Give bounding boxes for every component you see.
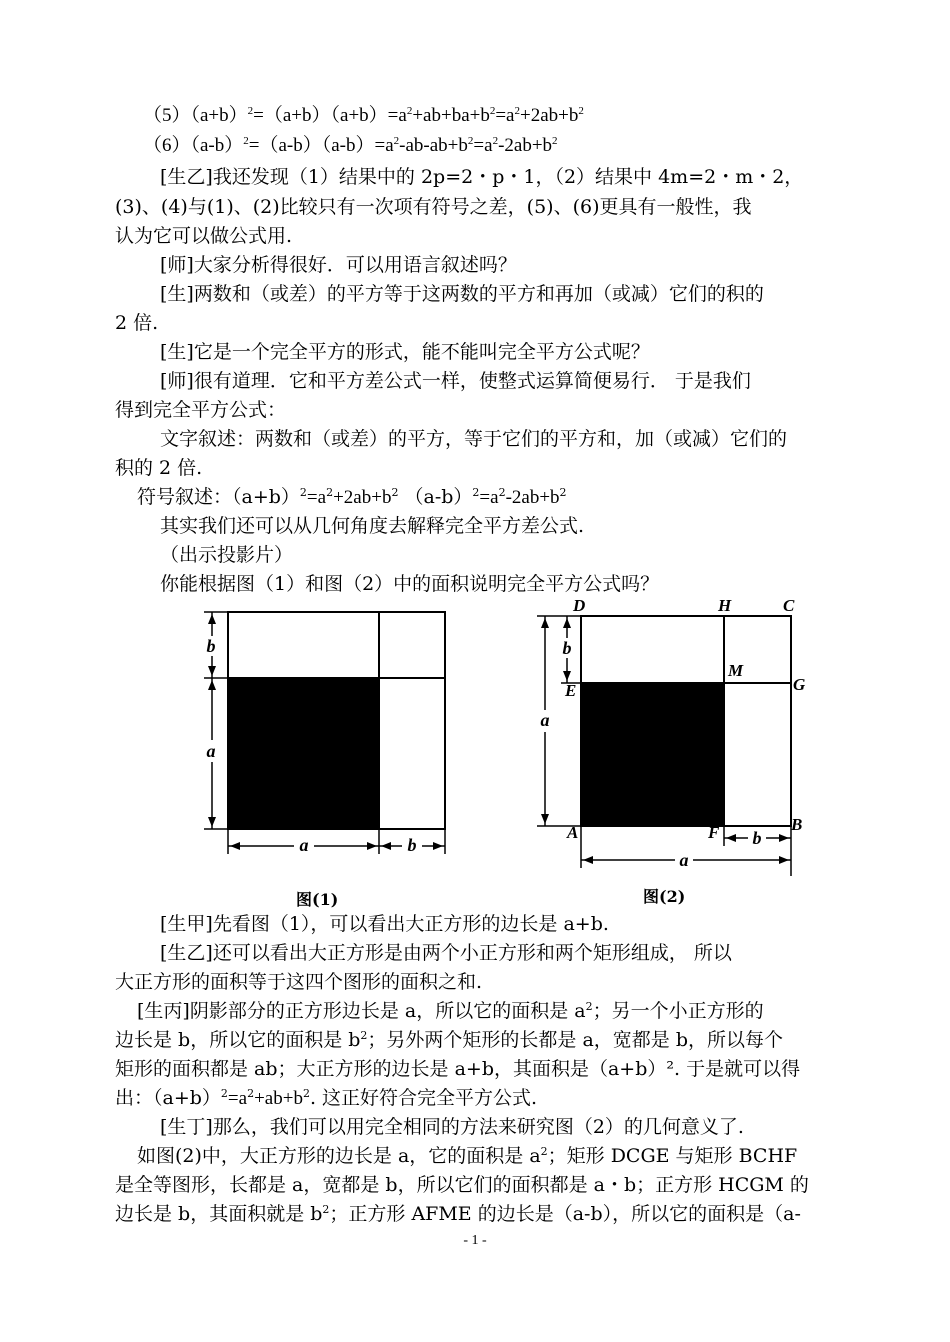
text-part: ；正方形 AFME 的边长是（a-b），所以它的面积是（a- bbox=[329, 1203, 801, 1225]
eq6-part: =a bbox=[473, 135, 493, 156]
fig2-arrow bbox=[779, 834, 789, 842]
text-part: ；矩形 DCGE 与矩形 BCHF bbox=[547, 1145, 798, 1167]
eq5-part: +ab+ba+b bbox=[412, 105, 490, 126]
eq5-sup: 2 bbox=[406, 105, 413, 117]
eq6-sup: 2 bbox=[243, 135, 249, 147]
sym-part: +2ab+b bbox=[333, 487, 392, 508]
paragraph-line: 其实我们还可以从几何角度去解释完全平方差公式. bbox=[160, 515, 585, 537]
eq6-sup: 2 bbox=[467, 135, 474, 147]
figure-1 bbox=[190, 600, 460, 860]
fig1-arrow bbox=[433, 842, 443, 850]
symbol-statement bbox=[137, 485, 567, 510]
eq6-part: （6）（a-b） bbox=[143, 135, 244, 156]
text-sup: 2 bbox=[220, 1087, 228, 1100]
figure-2-caption: 图(2) bbox=[643, 887, 686, 906]
paragraph-line: (3)、(4)与(1)、(2)比较只有一次项有符号之差，(5)、(6)更具有一般性，我 bbox=[115, 196, 752, 218]
fig2-shaded-square bbox=[581, 683, 724, 826]
fig1-label-b-vertical: b bbox=[206, 636, 216, 656]
eq5-sup: 2 bbox=[514, 105, 520, 117]
eq5-sup: 2 bbox=[489, 105, 496, 117]
fig2-arrow bbox=[563, 618, 571, 628]
fig1-label-a-vertical: a bbox=[206, 741, 216, 761]
fig2-arrow bbox=[726, 834, 736, 842]
sym-sup: 2 bbox=[472, 486, 480, 499]
equation-6 bbox=[143, 134, 558, 158]
sym-sup: 2 bbox=[299, 486, 307, 499]
paragraph-line: [生丁]那么，我们可以用完全相同的方法来研究图（2）的几何意义了. bbox=[160, 1116, 744, 1138]
paragraph-line bbox=[115, 1202, 801, 1226]
figure-2 bbox=[525, 594, 815, 884]
text-sup: 2 bbox=[585, 1000, 593, 1013]
paragraph-line: 矩形的面积都是 ab；大正方形的边长是 a+b，其面积是（a+b）². 于是就可以得 bbox=[115, 1058, 801, 1080]
eq5-part: =（a+b）（a+b）=a bbox=[253, 105, 407, 126]
paragraph-line: [师]很有道理．它和平方差公式一样，使整式运算简便易行． 于是我们 bbox=[160, 370, 751, 392]
sym-part: =a bbox=[479, 487, 499, 508]
text-part: 如图(2)中，大正方形的边长是 a，它的面积是 a bbox=[137, 1145, 541, 1167]
fig1-arrow bbox=[208, 817, 216, 827]
text-part: . 这正好符合完全平方公式. bbox=[309, 1087, 538, 1109]
paragraph-line: [生]两数和（或差）的平方等于这两数的平方和再加（或减）它们的积的 bbox=[160, 283, 764, 305]
page-number: - 1 - bbox=[463, 1233, 487, 1248]
text-part: ；另一个小正方形的 bbox=[592, 1000, 764, 1022]
fig2-arrow bbox=[779, 856, 789, 864]
fig2-point-h: H bbox=[718, 596, 732, 615]
text-part: =a bbox=[227, 1088, 248, 1109]
sym-part: =a bbox=[306, 487, 327, 508]
fig2-label-a-vertical: a bbox=[540, 710, 550, 730]
paragraph-line: 大正方形的面积等于这四个图形的面积之和. bbox=[115, 971, 483, 993]
figure-1-caption: 图(1) bbox=[296, 890, 339, 909]
fig2-label-b-horizontal: b bbox=[752, 828, 762, 848]
sym-sup: 2 bbox=[391, 486, 399, 499]
text-sup: 2 bbox=[322, 1203, 330, 1216]
fig2-arrow bbox=[583, 856, 593, 864]
fig2-point-a: A bbox=[567, 823, 579, 842]
text-part: ；另外两个矩形的长都是 a，宽都是 b，所以每个 bbox=[367, 1029, 783, 1051]
eq6-part: =（a-b）（a-b）=a bbox=[248, 135, 394, 156]
paragraph-line: 积的 2 倍. bbox=[115, 457, 203, 479]
paragraph-line: 文字叙述：两数和（或差）的平方，等于它们的平方和，加（或减）它们的 bbox=[160, 428, 788, 450]
sym-sup: 2 bbox=[559, 486, 567, 499]
fig2-point-d: D bbox=[573, 596, 586, 615]
text-part: [生丙]阴影部分的正方形边长是 a，所以它的面积是 a bbox=[137, 1000, 586, 1022]
eq6-part: -2ab+b bbox=[498, 135, 553, 156]
text-part: 出：（a+b） bbox=[115, 1087, 221, 1109]
fig1-label-b-horizontal: b bbox=[407, 835, 417, 855]
fig2-point-b: B bbox=[791, 815, 803, 834]
eq6-sup: 2 bbox=[393, 135, 400, 147]
fig1-arrow bbox=[208, 614, 216, 624]
text-sup: 2 bbox=[540, 1145, 548, 1158]
paragraph-line bbox=[137, 1144, 797, 1168]
fig2-label-a-horizontal: a bbox=[679, 850, 689, 870]
sym-part: （a-b） bbox=[398, 486, 473, 508]
paragraph-line: 得到完全平方公式： bbox=[115, 399, 287, 421]
paragraph-line: 2 倍. bbox=[115, 312, 159, 334]
text-part: 边长是 b，所以它的面积是 b bbox=[115, 1029, 361, 1051]
sym-sup: 2 bbox=[498, 486, 506, 499]
fig1-arrow bbox=[230, 842, 240, 850]
paragraph-line: [生]它是一个完全平方的形式，能不能叫完全平方公式呢？ bbox=[160, 341, 650, 363]
paragraph-line: [生乙]还可以看出大正方形是由两个小正方形和两个矩形组成， 所以 bbox=[160, 942, 732, 964]
eq5-sup: 2 bbox=[578, 105, 584, 117]
sym-part: -2ab+b bbox=[505, 487, 560, 508]
paragraph-line: （出示投影片） bbox=[160, 544, 294, 566]
text-sup: 2 bbox=[360, 1029, 368, 1042]
fig1-arrow bbox=[367, 842, 377, 850]
fig1-label-a-horizontal: a bbox=[299, 835, 309, 855]
paragraph-line: [生乙]我还发现（1）结果中的 2p=2・p・1，（2）结果中 4m=2・m・2， bbox=[160, 166, 804, 188]
sym-sup: 2 bbox=[326, 486, 334, 499]
fig2-arrow bbox=[563, 671, 571, 681]
fig1-arrow bbox=[208, 680, 216, 690]
paragraph-line bbox=[115, 1028, 783, 1052]
paragraph-line: 认为它可以做公式用. bbox=[115, 225, 293, 247]
sym-part: 符号叙述：（a+b） bbox=[137, 486, 300, 508]
text-part: 边长是 b，其面积就是 b bbox=[115, 1203, 323, 1225]
text-sup: 2 bbox=[302, 1087, 310, 1100]
fig2-point-m: M bbox=[728, 661, 744, 680]
text-sup: 2 bbox=[247, 1087, 255, 1100]
fig1-shaded-square bbox=[228, 678, 379, 829]
eq6-sup: 2 bbox=[492, 135, 499, 147]
eq5-sup: 2 bbox=[247, 105, 254, 117]
eq5-part: =a bbox=[495, 105, 515, 126]
fig2-arrow bbox=[541, 618, 549, 628]
fig2-point-g: G bbox=[793, 675, 806, 694]
fig1-arrow bbox=[208, 666, 216, 676]
paragraph-line: [生甲]先看图（1），可以看出大正方形的边长是 a+b. bbox=[160, 913, 609, 935]
fig2-arrow bbox=[541, 814, 549, 824]
eq5-part: （5）（a+b） bbox=[143, 105, 248, 126]
fig1-arrow bbox=[381, 842, 391, 850]
paragraph-line: 你能根据图（1）和图（2）中的面积说明完全平方公式吗？ bbox=[160, 573, 660, 595]
fig2-point-e: E bbox=[565, 681, 577, 700]
fig2-point-f: F bbox=[708, 823, 720, 842]
text-part: +ab+b bbox=[254, 1088, 303, 1109]
eq5-part: +2ab+b bbox=[520, 105, 579, 126]
paragraph-line: [师]大家分析得很好．可以用语言叙述吗？ bbox=[160, 254, 517, 276]
equation-5 bbox=[143, 104, 584, 128]
paragraph-line bbox=[115, 1086, 537, 1111]
eq6-part: -ab-ab+b bbox=[399, 135, 468, 156]
eq6-sup: 2 bbox=[552, 135, 558, 147]
fig2-point-c: C bbox=[783, 596, 795, 615]
fig2-label-b-vertical: b bbox=[562, 638, 572, 658]
paragraph-line: 是全等图形，长都是 a，宽都是 b，所以它们的面积都是 a・b；正方形 HCGM 的 bbox=[115, 1174, 809, 1196]
paragraph-line bbox=[137, 999, 764, 1023]
